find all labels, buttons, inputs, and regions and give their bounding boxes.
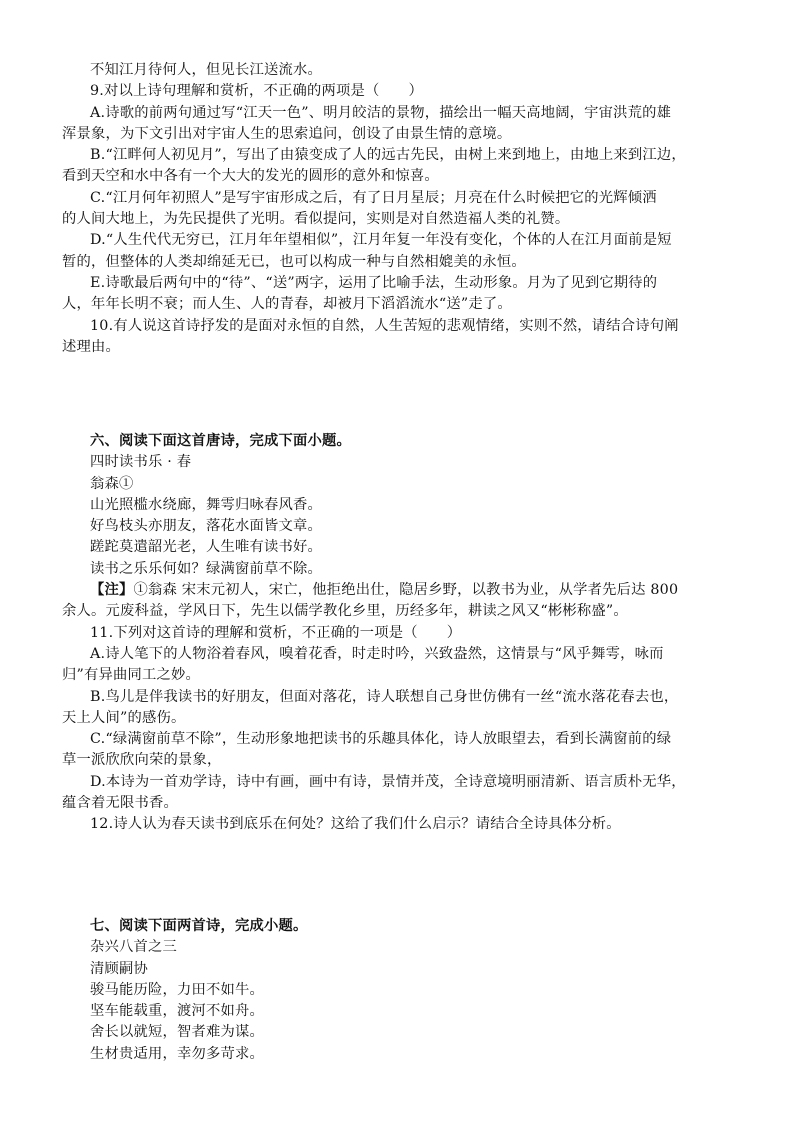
poem-line: 山光照槛水绕廊，舞雩归咏春风香。 [90, 496, 322, 513]
poem-author: 翁森① [90, 475, 134, 492]
poem-line: 舍长以就短，智者难为谋。 [90, 1024, 264, 1041]
section-7-block [62, 916, 736, 1065]
question-9-option-a: A.诗歌的前两句通过写“江天一色”、明月皎洁的景物，描绘出一幅天高地阔，宇宙洪荒的雄 [90, 104, 672, 121]
question-9-option-e-cont: 人，年年长明不衰；而人生、人的青春，却被月下滔滔流水“送”走了。 [62, 296, 512, 313]
question-9-option-d: D.“人生代代无穷已，江月年年望相似”，江月年复一年没有变化，个体的人在江月面前是短 [90, 232, 672, 249]
question-9-option-b-cont: 看到天空和水中各有一个大大的发光的圆形的意外和惊喜。 [62, 168, 439, 185]
poem-line: 读书之乐乐何如？绿满窗前草不除。 [90, 560, 322, 577]
question-10: 10.有人说这首诗抒发的是面对永恒的自然，人生苦短的悲观情绪，实则不然，请结合诗句阐 [90, 317, 679, 334]
poem-last-line: 不知江月待何人，但见长江送流水。 [90, 62, 322, 78]
question-11-option-d-cont: 蕴含着无限书香。 [62, 795, 178, 812]
poem-line: 骏马能历险，力田不如牛。 [90, 981, 264, 998]
question-11-option-a: A.诗人笔下的人物浴着春风，嗅着花香，时走时吟，兴致盎然，这情景与“风乎舞雩，咏而 [90, 645, 664, 662]
question-12: 12.诗人认为春天读书到底乐在何处？这给了我们什么启示？请结合全诗具体分析。 [90, 816, 621, 833]
question-11-option-b-cont: 天上人间”的感伤。 [62, 709, 186, 726]
question-11-option-c: C.“绿满窗前草不除”，生动形象地把读书的乐趣具体化，诗人放眼望去，看到长满窗前的绿 [90, 731, 672, 748]
poem-author: 清顾嗣协 [90, 960, 148, 977]
poem-line: 生材贵适用，幸勿多苛求。 [90, 1045, 264, 1062]
question-11-option-a-cont: 归”有异曲同工之妙。 [62, 667, 200, 684]
poem-line: 蹉跎莫遣韶光老，人生唯有读书好。 [90, 539, 322, 556]
question-9-option-c: C.“江月何年初照人”是写宇宙形成之后，有了日月星辰；月亮在什么时候把它的光辉倾洒 [90, 189, 657, 206]
section-6-block [62, 431, 736, 836]
note-text: ①翁森 宋末元初人，宋亡，他拒绝出仕，隐居乡野，以教书为业，从学者先后达 800 [133, 582, 679, 599]
poem-note [62, 580, 736, 601]
question-11-stem: 11.下列对这首诗的理解和赏析，不正确的一项是（ ） [90, 624, 462, 641]
question-9-option-a-cont: 浑景象，为下文引出对宇宙人生的思索追问，创设了由景生情的意境。 [62, 125, 512, 142]
question-9-option-e: E.诗歌最后两句中的“待”、“送”两字，运用了比喻手法，生动形象。月为了见到它期待的 [90, 274, 658, 291]
question-9-option-b: B.“江畔何人初见月”，写出了由猿变成了人的远古先民，由树上来到地上，由地上来到江边， [90, 147, 686, 164]
poem-line: 坚车能载重，渡河不如舟。 [90, 1003, 264, 1020]
poem-line: 好鸟枝头亦朋友，落花水面皆文章。 [90, 518, 322, 535]
note-label: 【注】 [90, 582, 134, 599]
question-9-option-c-cont: 的人间大地上，为先民提供了光明。看似提问，实则是对自然造福人类的礼赞。 [62, 211, 570, 228]
question-11-option-b: B.鸟儿是伴我读书的好朋友，但面对落花，诗人联想自己身世仿佛有一丝“流水落花春去也， [90, 688, 679, 705]
section-5-block [62, 60, 736, 358]
question-10-cont: 述理由。 [62, 338, 120, 355]
poem-title: 四时读书乐 · 春 [90, 454, 192, 471]
question-11-option-c-cont: 草一派欣欣向荣的景象， [62, 752, 222, 769]
poem-title: 杂兴八首之三 [90, 939, 177, 956]
question-9-stem: 9.对以上诗句理解和赏析，不正确的两项是（ ） [90, 83, 423, 100]
question-11-option-d: D.本诗为一首劝学诗，诗中有画，画中有诗，景情并茂，全诗意境明丽清新、语言质朴无华， [90, 773, 686, 790]
question-9-option-d-cont: 暂的，但整体的人类却绵延无已，也可以构成一种与自然相媲美的永恒。 [62, 253, 526, 270]
section-7-heading: 七、阅读下面两首诗，完成小题。 [90, 918, 308, 934]
section-6-heading: 六、阅读下面这首唐诗，完成下面小题。 [90, 433, 351, 449]
poem-note-cont: 余人。元废科益，学风日下，先生以儒学教化乡里，历经多年，耕读之风又“彬彬称盛”。 [62, 603, 628, 620]
